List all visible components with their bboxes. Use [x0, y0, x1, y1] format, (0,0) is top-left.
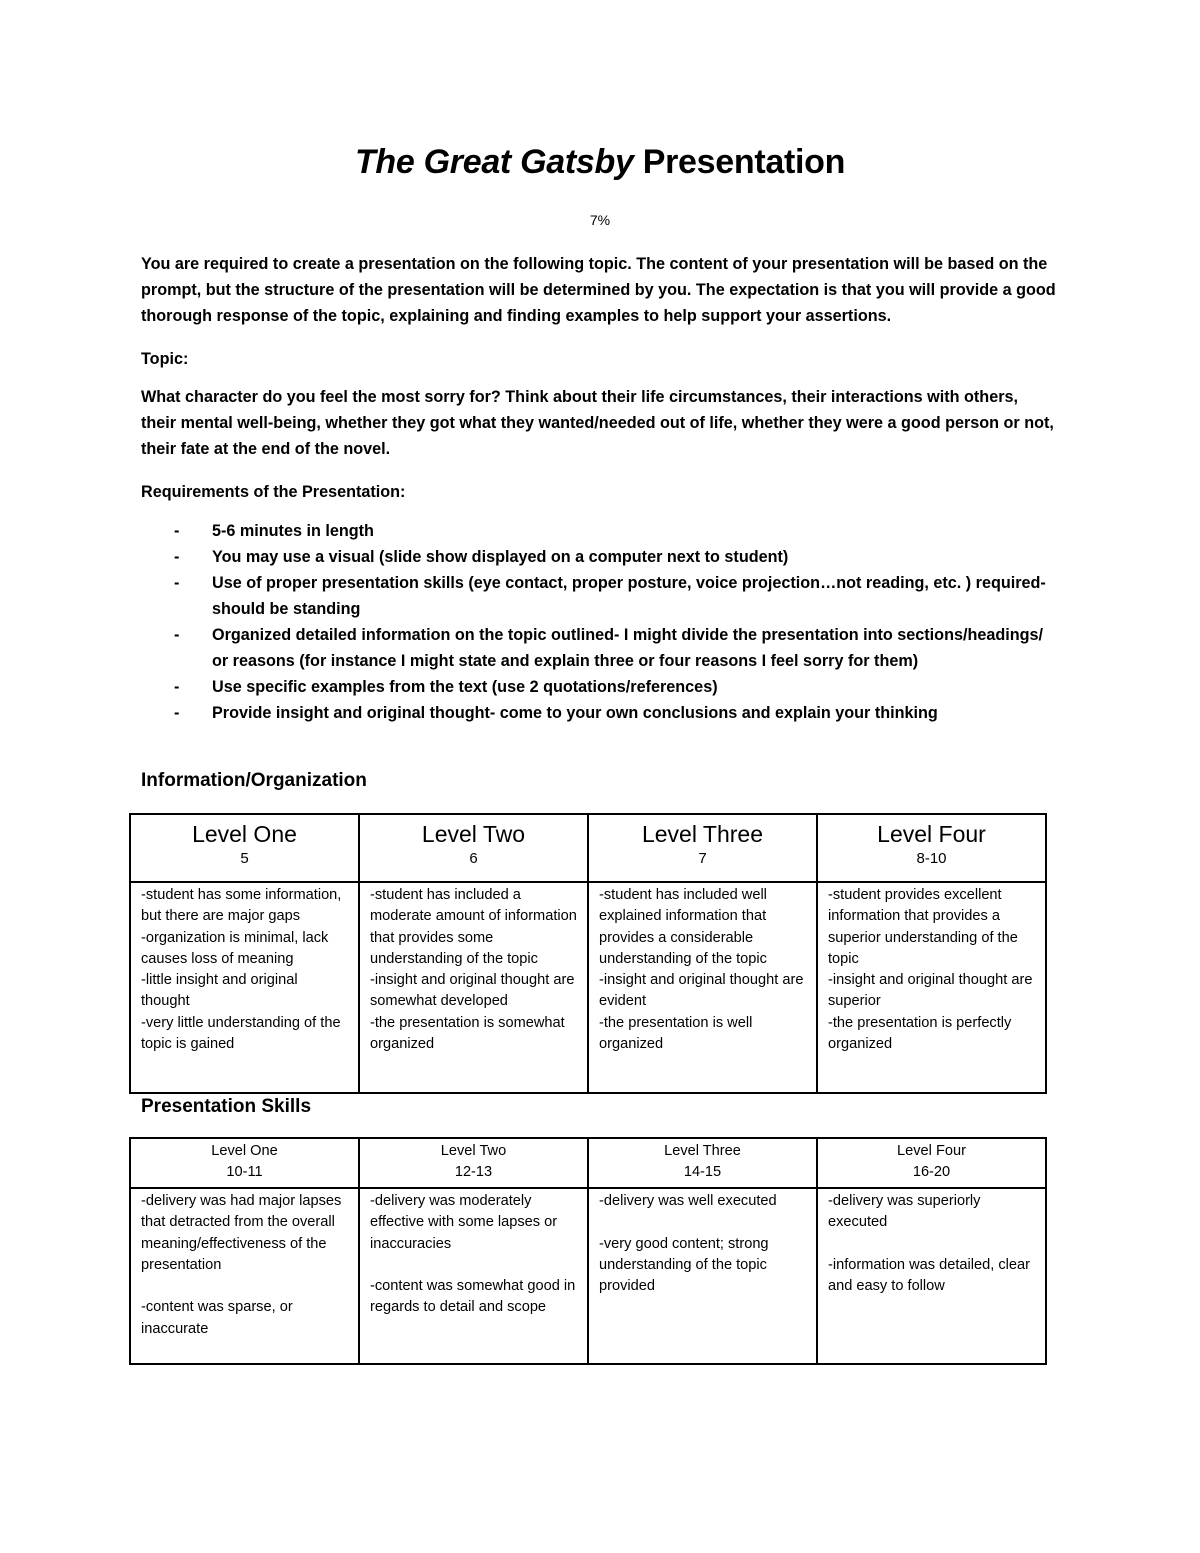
requirements-list — [141, 518, 1056, 726]
table-header-row — [130, 814, 1046, 882]
table-row — [130, 882, 1046, 1093]
list-item: - Provide insight and original thought- come to your own conclusions and explain your thinking — [141, 700, 1056, 726]
topic-prompt: What character do you feel the most sorry for? Think about their life circumstances, their interactions with others, their mental well-being, whether they got what they wanted/needed out of life, whether they were a good person or not, their fate at the end of the novel. — [141, 388, 1054, 458]
table-cell: -delivery was well executed -very good content; strong understanding of the topic provided — [588, 1188, 817, 1364]
list-item: - Use of proper presentation skills (eye contact, proper posture, voice projection…not reading, etc. ) required- should be standing — [141, 570, 1056, 622]
dash-bullet: - — [174, 522, 180, 540]
info-org-heading: Information/Organization — [141, 770, 367, 791]
presentation-skills-rubric-table — [129, 1137, 1047, 1365]
dash-bullet: - — [174, 574, 180, 592]
grade-weight: 7% — [589, 212, 611, 228]
table-header-cell: Level Three 7 — [588, 814, 817, 882]
dash-bullet: - — [174, 548, 180, 566]
table-header-cell: Level Four 8-10 — [817, 814, 1046, 882]
table-cell: -delivery was moderately effective with some lapses or inaccuracies -content was somewhat good in regards to detail and scope — [359, 1188, 588, 1364]
page-title — [0, 143, 1200, 182]
table-header-cell: Level Two 12-13 — [359, 1138, 588, 1188]
dash-bullet: - — [174, 678, 180, 696]
dash-bullet: - — [174, 626, 180, 644]
table-cell: -delivery was had major lapses that detracted from the overall meaning/effectiveness of the presentation -content was sparse, or inaccurate — [130, 1188, 359, 1364]
list-item: - You may use a visual (slide show displayed on a computer next to student) — [141, 544, 1056, 570]
table-header-cell: Level One 5 — [130, 814, 359, 882]
table-cell: -student has included well explained information that provides a considerable understanding of the topic -insight and original thought are evident -the presentation is well organized — [588, 882, 817, 1093]
table-header-row — [130, 1138, 1046, 1188]
table-row — [130, 1188, 1046, 1364]
list-item: - Use specific examples from the text (use 2 quotations/references) — [141, 674, 1056, 700]
table-cell: -student has included a moderate amount of information that provides some understanding of the topic -insight and original thought are somewhat developed -the presentation is somewhat organized — [359, 882, 588, 1093]
list-item: - 5-6 minutes in length — [141, 518, 1056, 544]
topic-label: Topic: — [141, 350, 189, 368]
table-header-cell: Level One 10-11 — [130, 1138, 359, 1188]
title-rest: Presentation — [633, 143, 846, 181]
table-header-cell: Level Two 6 — [359, 814, 588, 882]
title-italic: The Great Gatsby — [354, 143, 634, 181]
presentation-skills-heading: Presentation Skills — [141, 1096, 312, 1117]
table-cell: -student has some information, but there are major gaps -organization is minimal, lack causes loss of meaning -little insight and original thought -very little understanding of the topic is gained — [130, 882, 359, 1093]
requirements-label: Requirements of the Presentation: — [141, 483, 406, 501]
dash-bullet: - — [174, 704, 180, 722]
table-cell: -delivery was superiorly executed -information was detailed, clear and easy to follow — [817, 1188, 1046, 1364]
list-item: - Organized detailed information on the topic outlined- I might divide the presentation into sections/headings/ or reasons (for instance I might state and explain three or four reasons I feel sorry for them) — [141, 622, 1056, 674]
table-header-cell: Level Four 16-20 — [817, 1138, 1046, 1188]
info-org-rubric-table — [129, 813, 1047, 1094]
table-header-cell: Level Three 14-15 — [588, 1138, 817, 1188]
table-cell: -student provides excellent information that provides a superior understanding of the topic -insight and original thought are superior -the presentation is perfectly organized — [817, 882, 1046, 1093]
intro-paragraph: You are required to create a presentation on the following topic. The content of your presentation will be based on the prompt, but the structure of the presentation will be determined by you. The expectation is that you will provide a good thorough response of the topic, explaining and finding examples to help support your assertions. — [141, 255, 1056, 325]
